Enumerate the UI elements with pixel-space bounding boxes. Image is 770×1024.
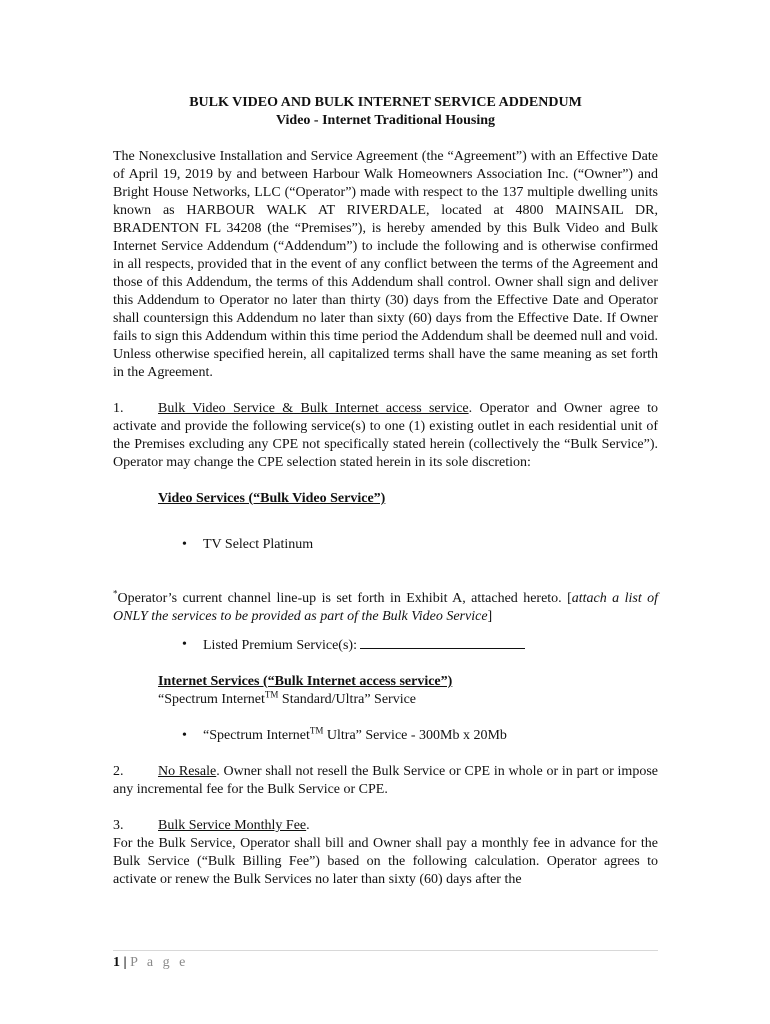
internet-services-heading: Internet Services (“Bulk Internet access service”)	[158, 674, 453, 689]
section-3-heading: Bulk Service Monthly Fee	[158, 818, 307, 833]
channel-lineup-note: attach a list of ONLY the services to be provided as part of the Bulk Video Service	[113, 591, 659, 624]
document-title: BULK VIDEO AND BULK INTERNET SERVICE ADDENDUM	[189, 95, 582, 110]
footer-divider	[113, 950, 658, 951]
premium-bullet-item	[113, 636, 658, 655]
premium-blank-line	[360, 636, 525, 649]
section-1-number: 1.	[113, 401, 124, 416]
page-footer	[113, 954, 188, 972]
premium-label: Listed Premium Service(s):	[203, 638, 357, 653]
section-1-text: . Operator and Owner agree to activate and provide the following service(s) to one (1) existing outlet in each residential unit of the Premises excluding any CPE not specifically stated herein (collectively the “Bulk Service”). Operator may change the CPE selection stated herein in its sole discretion:	[113, 401, 658, 470]
asterisk-mark: *	[113, 588, 118, 599]
channel-lineup-close: ]	[487, 609, 493, 624]
video-bullet-text: TV Select Platinum	[203, 537, 314, 552]
bullet-icon: •	[182, 637, 187, 652]
channel-lineup-text: Operator’s current channel line-up is set forth in Exhibit A, attached hereto. [	[117, 591, 572, 606]
section-3-heading-line: 3. Bulk Service Monthly Fee.	[113, 818, 310, 833]
section-1-heading: Bulk Video Service & Bulk Internet access service	[158, 401, 469, 416]
section-2-text: . Owner shall not resell the Bulk Service or CPE in whole or in part or impose any incremental fee for the Bulk Service or CPE.	[113, 764, 658, 797]
video-services-heading: Video Services (“Bulk Video Service”)	[158, 491, 386, 506]
bullet-icon: •	[182, 537, 187, 552]
section-2-number: 2.	[113, 764, 124, 779]
section-2-heading: No Resale	[158, 764, 217, 779]
section-1-paragraph	[113, 400, 658, 472]
section-3-text: For the Bulk Service, Operator shall bill and Owner shall pay a monthly fee in advance for the Bulk Service (“Bulk Billing Fee”) based on the following calculation. Operator agrees to activate or renew the Bulk Services no later than sixty (60) days after the	[113, 836, 658, 887]
intro-paragraph: The Nonexclusive Installation and Service Agreement (the “Agreement”) with an Effective Date of April 19, 2019 by and between Harbour Walk Homeowners Association Inc. (“Owner”) and Bright House Networks, LLC (“Operator”) made with respect to the 137 multiple dwelling units known as HARBOUR WALK AT RIVERDALE, located at 4800 MAINSAIL DR, BRADENTON FL 34208 (the “Premises”), is hereby amended by this Bulk Video and Bulk Internet Service Addendum (“Addendum”) to include the following and is otherwise confirmed in all respects, provided that in the event of any conflict between the terms of the Agreement and those of this Addendum, the terms of this Addendum shall control. Owner shall sign and deliver this Addendum to Operator no later than thirty (30) days from the Effective Date and Operator shall countersign this Addendum no later than sixty (60) days from the Effective Date. If Owner fails to sign this Addendum within this time period the Addendum shall be deemed null and void. Unless otherwise specified herein, all capitalized terms shall have the same meaning as set forth in the Agreement.	[113, 149, 658, 380]
section-3-number: 3.	[113, 818, 124, 833]
document-subtitle: Video - Internet Traditional Housing	[275, 113, 496, 128]
page-number: 1	[113, 955, 120, 970]
video-bullet-item	[113, 536, 658, 554]
internet-service-line: “Spectrum Internet™ Standard/Ultra” Service	[158, 689, 417, 707]
bullet-icon: •	[182, 728, 187, 743]
footer-separator: |	[120, 955, 131, 970]
channel-lineup-paragraph	[113, 590, 658, 626]
page-word: P a g e	[130, 955, 189, 970]
document-body	[113, 94, 658, 889]
section-2-paragraph	[113, 763, 658, 799]
internet-bullet-item: • “Spectrum Internet™ Ultra” Service - 300Mb x 20Mb	[182, 725, 507, 743]
